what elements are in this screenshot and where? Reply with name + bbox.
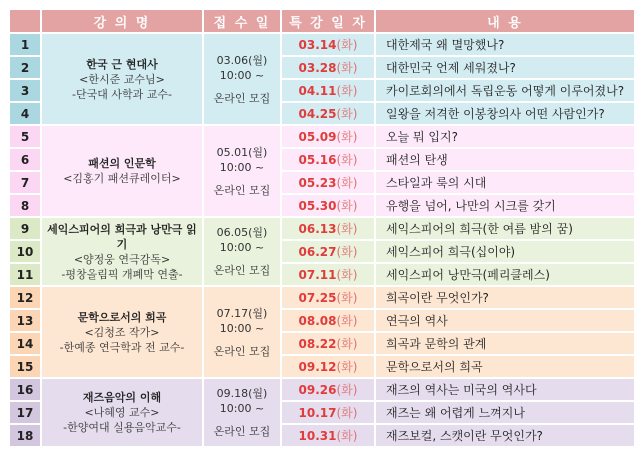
registration-cell [204, 379, 280, 446]
lecture-date-value: 05.23 [298, 176, 337, 190]
lecture-day: (화) [336, 268, 358, 282]
schedule-body [10, 34, 634, 446]
course-affiliation: -한양여대 실용음악교수- [63, 421, 181, 434]
lecture-date-value: 03.14 [298, 38, 337, 52]
lecture-date [282, 34, 374, 55]
lecture-day: (화) [336, 222, 358, 236]
course-cell [42, 379, 202, 446]
lecture-day: (화) [336, 153, 358, 167]
header-lecture-date: 특 강 일 자 [282, 10, 374, 32]
lecture-topic: 재즈의 역사는 미국의 역사다 [376, 379, 634, 400]
header-content: 내 용 [376, 10, 634, 32]
lecture-date-value: 08.08 [298, 314, 337, 328]
lecture-date-value: 06.27 [298, 245, 337, 259]
course-cell [42, 287, 202, 377]
course-affiliation: -평창올림픽 개폐막 연출- [61, 267, 183, 281]
lecture-date [282, 57, 374, 78]
course-cell [42, 126, 202, 216]
lecture-date-value: 03.28 [298, 61, 337, 75]
header-row [10, 10, 634, 32]
registration-date: 05.01(월) [216, 145, 268, 159]
lecture-date-value: 06.13 [298, 222, 337, 236]
lecture-date [282, 287, 374, 308]
lecture-date-value: 09.26 [298, 383, 337, 397]
registration-cell [204, 34, 280, 124]
table-row [10, 287, 634, 308]
registration-time: 10:00 ~ [219, 160, 265, 174]
lecture-date [282, 149, 374, 170]
registration-cell [204, 218, 280, 285]
lecture-day: (화) [336, 360, 358, 374]
lecture-date [282, 425, 374, 446]
lecture-date [282, 379, 374, 400]
session-number: 5 [10, 126, 40, 147]
registration-mode: 온라인 모집 [213, 425, 271, 438]
registration-time: 10:00 ~ [219, 402, 265, 415]
session-number: 16 [10, 379, 40, 400]
session-number: 11 [10, 264, 40, 285]
course-lecturer: <한시준 교수님> [79, 72, 165, 86]
session-number: 14 [10, 333, 40, 354]
lecture-day: (화) [336, 38, 358, 52]
lecture-date-value: 07.25 [298, 291, 337, 305]
lecture-topic: 대한민국 언제 세워졌나? [376, 57, 634, 78]
lecture-topic: 재즈보컬, 스캣이란 무엇인가? [376, 425, 634, 446]
registration-time: 10:00 ~ [219, 321, 265, 335]
lecture-day: (화) [336, 84, 358, 98]
session-number: 15 [10, 356, 40, 377]
header-number [10, 10, 40, 32]
lecture-topic: 오늘 뭐 입지? [376, 126, 634, 147]
lecture-date-value: 09.12 [298, 360, 337, 374]
header-course: 강 의 명 [42, 10, 202, 32]
lecture-day: (화) [336, 61, 358, 75]
session-number: 3 [10, 80, 40, 101]
lecture-date [282, 241, 374, 262]
session-number: 4 [10, 103, 40, 124]
lecture-topic: 대한제국 왜 멸망했나? [376, 34, 634, 55]
session-number: 1 [10, 34, 40, 55]
course-title: 세익스피어의 희극과 낭만극 읽기 [47, 222, 197, 251]
lecture-topic: 세익스피어 희극(십이야) [376, 241, 634, 262]
lecture-date-value: 07.11 [298, 268, 337, 282]
lecture-topic: 스타일과 룩의 시대 [376, 172, 634, 193]
lecture-date-value: 04.11 [298, 84, 337, 98]
lecture-topic: 유행을 넘어, 나만의 시크를 갖기 [376, 195, 634, 216]
lecture-topic: 세익스피어 낭만극(페리클레스) [376, 264, 634, 285]
lecture-date [282, 356, 374, 377]
lecture-topic: 패션의 탄생 [376, 149, 634, 170]
course-cell [42, 218, 202, 285]
lecture-date-value: 10.31 [298, 429, 337, 443]
table-row [10, 34, 634, 55]
session-number: 18 [10, 425, 40, 446]
registration-cell [204, 126, 280, 216]
lecture-date [282, 402, 374, 423]
registration-time: 10:00 ~ [219, 68, 265, 82]
session-number: 13 [10, 310, 40, 331]
lecture-date [282, 310, 374, 331]
lecture-day: (화) [336, 291, 358, 305]
registration-cell [204, 287, 280, 377]
course-cell [42, 34, 202, 124]
header-registration: 접 수 일 [204, 10, 280, 32]
lecture-date [282, 80, 374, 101]
lecture-topic: 연극의 역사 [376, 310, 634, 331]
registration-date: 07.17(월) [216, 306, 268, 320]
lecture-day: (화) [336, 314, 358, 328]
registration-mode: 온라인 모집 [213, 264, 271, 277]
session-number: 7 [10, 172, 40, 193]
lecture-schedule-table [8, 8, 636, 448]
registration-mode: 온라인 모집 [213, 344, 271, 358]
lecture-date [282, 103, 374, 124]
session-number: 12 [10, 287, 40, 308]
lecture-date-value: 05.30 [298, 199, 337, 213]
course-lecturer: <김청조 작가> [84, 325, 160, 339]
lecture-day: (화) [336, 130, 358, 144]
session-number: 9 [10, 218, 40, 239]
lecture-day: (화) [336, 107, 358, 121]
lecture-topic: 재즈는 왜 어렵게 느껴지나 [376, 402, 634, 423]
table-row [10, 218, 634, 239]
lecture-day: (화) [336, 406, 358, 420]
lecture-date [282, 218, 374, 239]
registration-date: 06.05(월) [216, 226, 268, 239]
registration-mode: 온라인 모집 [213, 183, 271, 197]
course-title: 한국 근 현대사 [86, 57, 158, 71]
registration-date: 03.06(월) [216, 53, 268, 67]
course-lecturer: <양정웅 연극감독> [73, 252, 171, 266]
session-number: 6 [10, 149, 40, 170]
lecture-day: (화) [336, 383, 358, 397]
course-lecturer: <나혜영 교수> [84, 406, 160, 419]
lecture-date [282, 264, 374, 285]
session-number: 8 [10, 195, 40, 216]
session-number: 2 [10, 57, 40, 78]
lecture-topic: 희곡과 문학의 관계 [376, 333, 634, 354]
course-title: 재즈음악의 이해 [82, 391, 162, 404]
lecture-date-value: 10.17 [298, 406, 337, 420]
lecture-topic: 카이로회의에서 독립운동 어떻게 이루어졌나? [376, 80, 634, 101]
lecture-date-value: 08.22 [298, 337, 337, 351]
lecture-topic: 문학으로서의 희곡 [376, 356, 634, 377]
lecture-day: (화) [336, 337, 358, 351]
lecture-date-value: 05.16 [298, 153, 337, 167]
lecture-day: (화) [336, 245, 358, 259]
session-number: 10 [10, 241, 40, 262]
session-number: 17 [10, 402, 40, 423]
table-row [10, 126, 634, 147]
registration-mode: 온라인 모집 [213, 91, 271, 105]
lecture-topic: 희곡이란 무엇인가? [376, 287, 634, 308]
lecture-day: (화) [336, 176, 358, 190]
course-affiliation: -한예종 연극학과 전 교수- [59, 340, 185, 354]
lecture-day: (화) [336, 429, 358, 443]
lecture-topic: 일왕을 저격한 이봉창의사 어떤 사람인가? [376, 103, 634, 124]
lecture-date [282, 172, 374, 193]
course-lecturer: <김홍기 패션큐레이터> [63, 172, 181, 185]
registration-time: 10:00 ~ [219, 241, 265, 254]
lecture-date [282, 126, 374, 147]
lecture-day: (화) [336, 199, 358, 213]
course-title: 문학으로서의 희곡 [77, 310, 167, 324]
lecture-date [282, 195, 374, 216]
lecture-date-value: 04.25 [298, 107, 337, 121]
lecture-date-value: 05.09 [298, 130, 337, 144]
course-affiliation: -단국대 사학과 교수- [72, 87, 172, 101]
lecture-date [282, 333, 374, 354]
lecture-topic: 세익스피어의 희극(한 여름 밤의 꿈) [376, 218, 634, 239]
course-title: 패션의 인문학 [88, 157, 156, 170]
table-row [10, 379, 634, 400]
registration-date: 09.18(월) [216, 387, 268, 400]
